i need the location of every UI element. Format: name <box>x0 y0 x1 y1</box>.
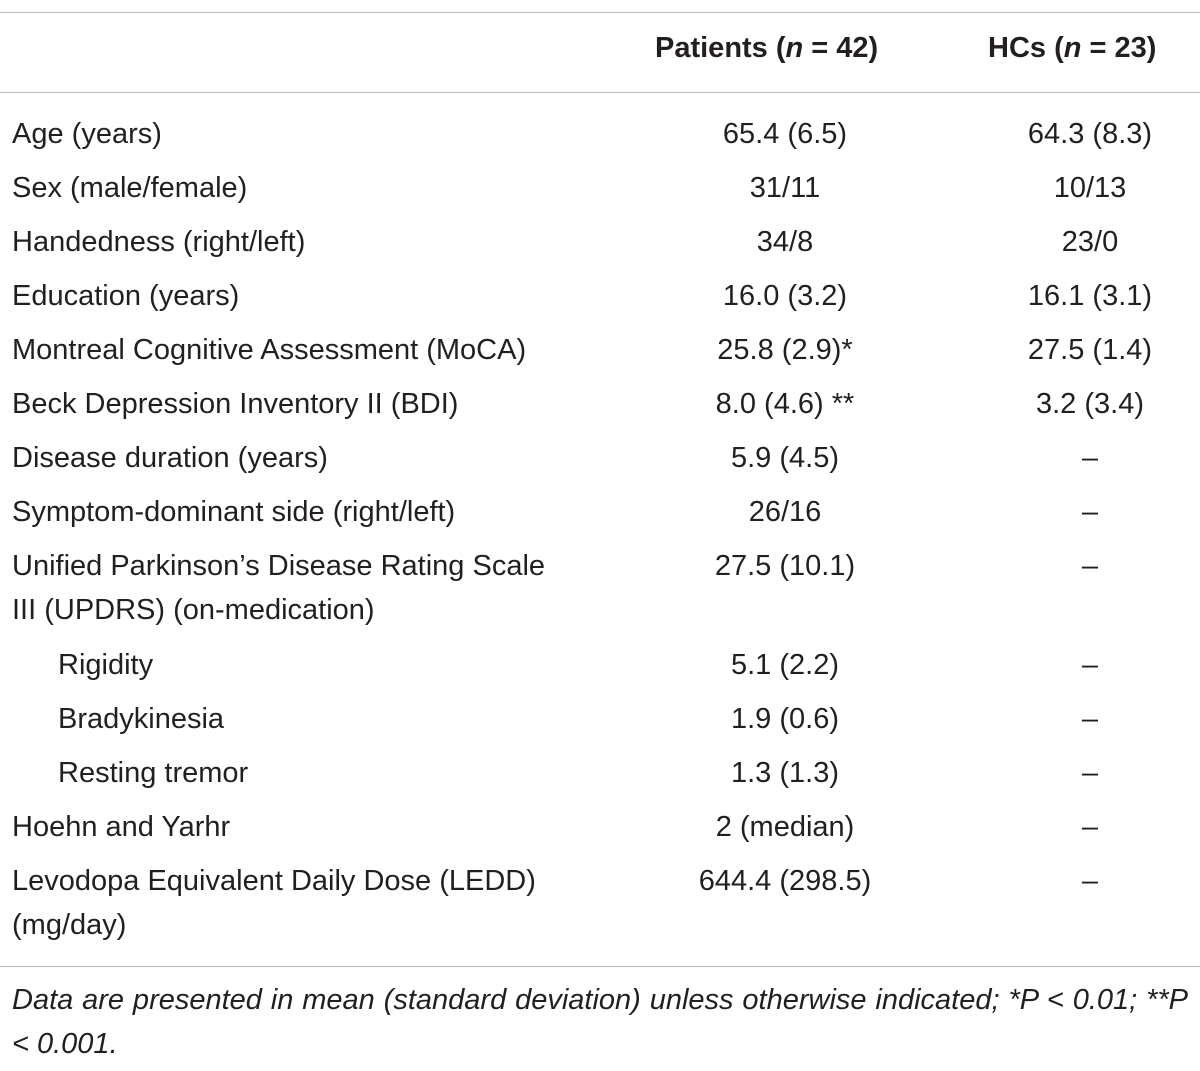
patients-value: 1.3 (1.3) <box>731 757 839 789</box>
hcs-value: 10/13 <box>1053 172 1127 204</box>
hcs-value: – <box>1081 865 1099 897</box>
row-label: Disease duration (years) <box>12 442 328 474</box>
table-bottom-rule <box>0 966 1200 967</box>
hcs-value: 16.1 (3.1) <box>1027 280 1153 312</box>
hcs-value: 64.3 (8.3) <box>1027 118 1153 150</box>
row-label: Age (years) <box>12 118 162 150</box>
patients-value: 8.0 (4.6) ** <box>715 388 855 420</box>
patients-value: 65.4 (6.5) <box>722 118 848 150</box>
hcs-value: – <box>1081 703 1099 735</box>
row-label: Levodopa Equivalent Daily Dose (LEDD) (mg/day) <box>12 865 536 941</box>
patients-value: 5.1 (2.2) <box>731 649 839 681</box>
table-header-rule <box>0 92 1200 93</box>
row-label: Rigidity <box>58 649 154 681</box>
row-label: Unified Parkinson’s Disease Rating Scale III (UPDRS) (on-medication) <box>12 550 546 626</box>
patients-value: 16.0 (3.2) <box>722 280 848 312</box>
hcs-value: – <box>1081 442 1099 474</box>
row-label: Education (years) <box>12 280 240 312</box>
row-label: Bradykinesia <box>58 703 225 735</box>
row-label: Resting tremor <box>58 757 249 789</box>
table-top-rule <box>0 12 1200 13</box>
hcs-value: 23/0 <box>1061 226 1119 258</box>
row-label: Handedness (right/left) <box>12 226 306 258</box>
table-footnote: Data are presented in mean (standard deviation) unless otherwise indicated; *P < 0.01; **P < 0.001. <box>12 984 1188 1060</box>
hcs-value: – <box>1081 649 1099 681</box>
patients-value: 31/11 <box>749 172 821 204</box>
row-label: Beck Depression Inventory II (BDI) <box>12 388 459 420</box>
patients-value: 25.8 (2.9)* <box>717 334 853 366</box>
hcs-value: – <box>1081 811 1099 843</box>
hcs-value: – <box>1081 757 1099 789</box>
hcs-value: – <box>1081 550 1099 582</box>
column-header-patients: Patients (n = 42) <box>655 32 879 64</box>
row-label: Symptom-dominant side (right/left) <box>12 496 456 528</box>
hcs-value: – <box>1081 496 1099 528</box>
patients-value: 27.5 (10.1) <box>714 550 856 582</box>
patients-value: 644.4 (298.5) <box>698 865 872 897</box>
column-header-hcs: HCs (n = 23) <box>988 32 1157 64</box>
hcs-value: 3.2 (3.4) <box>1036 388 1144 420</box>
patients-value: 1.9 (0.6) <box>731 703 839 735</box>
row-label: Montreal Cognitive Assessment (MoCA) <box>12 334 527 366</box>
patients-value: 2 (median) <box>715 811 855 843</box>
hcs-value: 27.5 (1.4) <box>1027 334 1153 366</box>
row-label: Sex (male/female) <box>12 172 248 204</box>
patients-value: 26/16 <box>748 496 822 528</box>
patients-value: 34/8 <box>756 226 814 258</box>
row-label: Hoehn and Yarhr <box>12 811 231 843</box>
patients-value: 5.9 (4.5) <box>731 442 839 474</box>
